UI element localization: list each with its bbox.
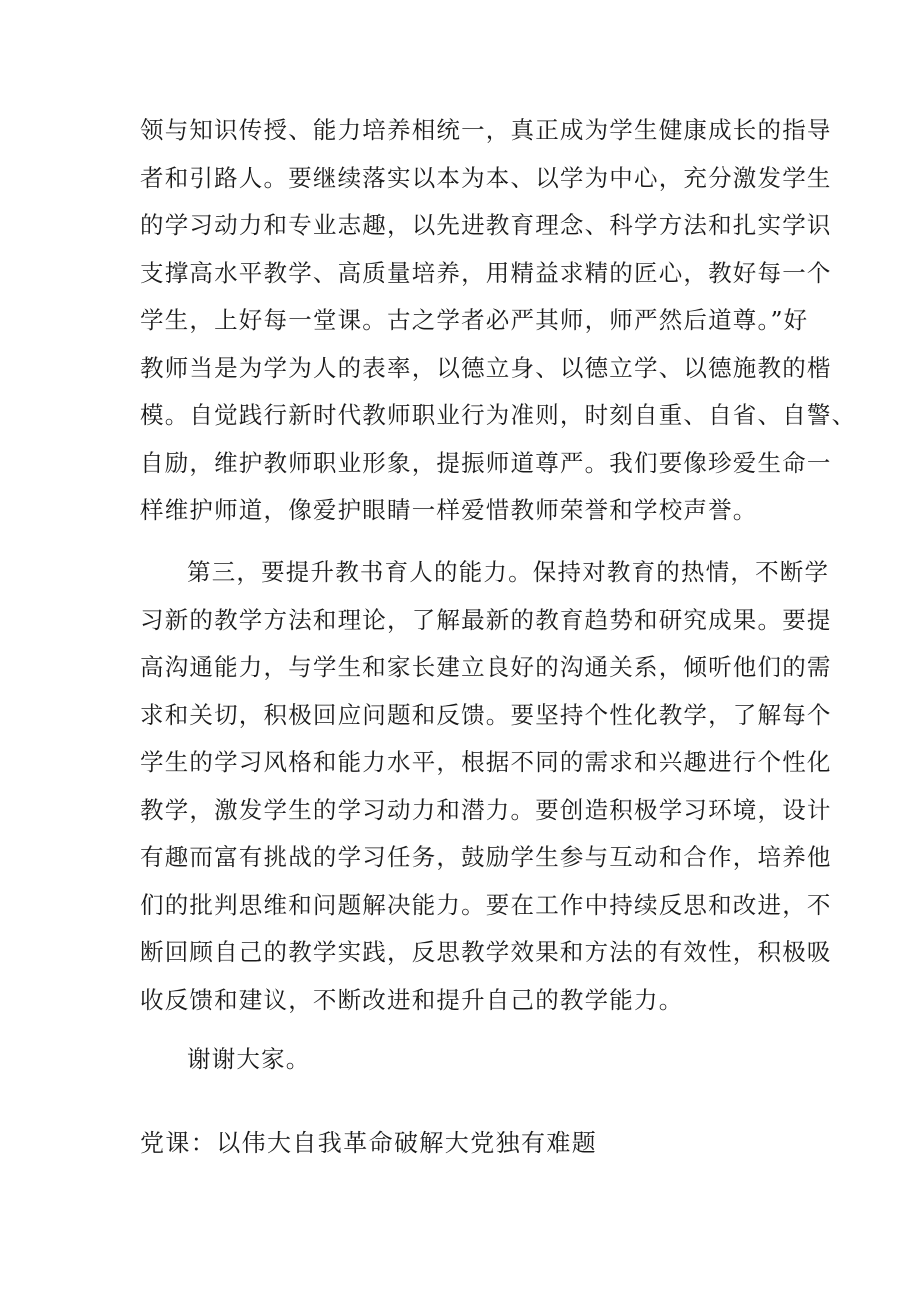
text-line: 第三，要提升教书育人的能力。保持对教育的热情，不断学 — [187, 558, 830, 586]
text-line: 的学习动力和专业志趣，以先进教育理念、科学方法和扎实学识 — [140, 211, 832, 239]
text-line: 模。自觉践行新时代教师职业行为准则，时刻自重、自省、自警、 — [140, 401, 857, 429]
text-line: 断回顾自己的教学实践，反思教学效果和方法的有效性，积极吸 — [140, 938, 832, 966]
text-line: 学生，上好每一堂课。古之学者必严其师，师严然后道尊。”好 — [140, 306, 809, 334]
text-line: 者和引路人。要继续落实以本为本、以学为中心，充分激发学生 — [140, 163, 832, 192]
text-line: 支撑高水平教学、高质量培养，用精益求精的匠心，教好每一个 — [140, 258, 832, 287]
text-line: 谢谢大家。 — [187, 1045, 311, 1073]
heading-text: 党课：以伟大自我革命破解大党独有难题 — [140, 1129, 598, 1157]
text-line: 有趣而富有挑战的学习任务，鼓励学生参与互动和合作，培养他 — [140, 843, 832, 871]
text-line: 求和关切，积极回应问题和反馈。要坚持个性化教学，了解每个 — [140, 700, 832, 729]
text-line: 样维护师道，像爱护眼睛一样爱惜教师荣誉和学校声誉。 — [140, 496, 758, 524]
text-line: 教师当是为学为人的表率，以德立身、以德立学、以德施教的楷 — [140, 353, 832, 382]
text-line: 自励，维护教师职业形象，提振师道尊严。我们要像珍爱生命一 — [140, 448, 832, 477]
paragraph-third-point — [140, 549, 832, 1024]
text-line: 学生的学习风格和能力水平，根据不同的需求和兴趣进行个性化 — [140, 748, 832, 776]
text-line: 们的批判思维和问题解决能力。要在工作中持续反思和改进，不 — [140, 890, 832, 919]
paragraph-continuation — [140, 107, 857, 535]
text-line: 领与知识传授、能力培养相统一，真正成为学生健康成长的指导 — [140, 116, 832, 144]
paragraph-closing — [140, 1036, 790, 1084]
text-line: 收反馈和建议，不断改进和提升自己的教学能力。 — [140, 985, 684, 1014]
section-heading — [140, 1120, 790, 1168]
text-line: 教学，激发学生的学习动力和潜力。要创造积极学习环境，设计 — [140, 795, 832, 824]
text-line: 习新的教学方法和理论，了解最新的教育趋势和研究成果。要提 — [140, 605, 832, 634]
text-line: 高沟通能力，与学生和家长建立良好的沟通关系，倾听他们的需 — [140, 653, 832, 681]
